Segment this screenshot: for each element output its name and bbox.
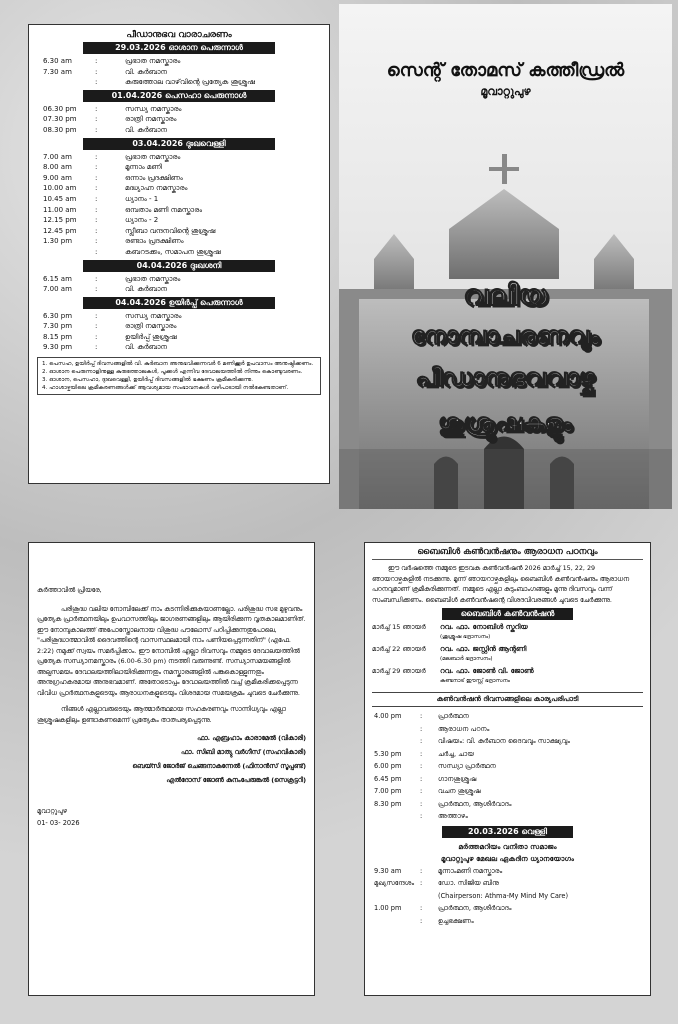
schedule-item-text: വചന ശുശ്രൂഷ [438,787,481,795]
separator: : [95,104,98,113]
convention-page [364,542,651,996]
schedule-item: ഉയിർപ്പ് ശുശ്രൂഷ [125,332,177,341]
schedule-item: കബറടക്കം, സമാപന ശുശ്രൂഷ [125,247,221,256]
schedule-item: ഒന്നാം പ്രദക്ഷിണം [125,173,183,182]
schedule-row [37,56,321,67]
convention-intro: ഈ വർഷത്തെ നമ്മുടെ ഇടവക കൺവൻഷൻ 2026 മാർച്ച് 15, 22, 29 ഞായറാഴ്ചകളിൽ നടക്കുന്നു. മൂന്ന് ഞായറാഴ്ചകളിലും ബൈബിൾ കൺവൻഷനും ആരാധന പഠനവുമാണ് ക്രമീകരിക്കുന്നത്. നമ്മുടെ എല്ലാ കുടുംബാംഗങ്ങളും മൂന്നു ദിവസവും വന്ന് സംബന്ധിക്കണം. ബൈബിൾ കൺവൻഷന്റെ വിശദവിവരങ്ങൾ ചുവടെ ചേർക്കുന്നു. [372,564,630,604]
signature: ഫാ. സിബി മാത്യു വർഗീസ് (സഹവികാരി) [181,748,306,756]
schedule-row [372,748,643,761]
schedule-time [37,77,95,88]
schedule-item: വി. കുർബാന [125,343,168,352]
schedule-row [372,915,643,928]
separator: : [420,737,423,745]
signature: ഫാ. എബ്രഹാം കാരാമേൽ (വികാരി) [197,734,306,742]
separator: : [95,285,98,294]
schedule-time: 7.00 am [43,152,72,161]
schedule-item: രാത്രി നമസ്കാരം [125,322,177,331]
schedule-time: 7.30 pm [43,322,73,331]
speaker-row [372,623,643,642]
schedule-row [37,274,321,285]
schedule-item: സന്ധ്യ നമസ്കാരം [125,311,182,320]
schedule-notes [37,357,321,395]
convention-title: ബൈബിൾ കൺവൻഷനും ആരാധന പഠനവും [372,547,643,560]
church-name: സെന്റ് തോമസ് കത്തീഡ്രൽ [386,60,625,81]
separator: : [420,774,423,783]
separator: : [420,749,423,758]
schedule-item: മദ്ധ്യാഹ്ന നമസ്കാരം [125,184,188,193]
speaker-date: മാർച്ച് 29 ഞായർ [372,667,426,675]
schedule-row [372,902,643,915]
schedule-item [438,865,643,878]
schedule-item-text: വിഷയം: വി. കുർബാന ദൈവവും സാക്ഷ്യവും [438,737,571,745]
church-place: മൂവാറ്റുപുഴ [480,85,531,98]
schedule-item: ധ്യാനം - 1 [125,194,159,203]
speaker-name: റവ. ഫാ. നോബിൾ സ്കറിയ [440,623,528,631]
separator: : [420,879,423,887]
separator: : [420,812,423,820]
schedule-item: സന്ധ്യ നമസ്കാരം [125,104,182,113]
schedule-row [372,760,643,773]
schedule-row [37,183,321,194]
separator: : [95,78,98,87]
schedule-item-text: ഡോ. സിജിയ ബിനു [438,879,499,887]
schedule-row [37,332,321,343]
separator: : [95,125,98,134]
schedule-time: 12.15 pm [43,216,77,225]
schedule-item [438,773,643,786]
schedule-row [372,773,643,786]
schedule-item: ഒമ്പതാം മണി നമസ്കാരം [125,205,203,214]
speaker-list [372,623,643,686]
day-band: 04.04.2026 ദുഃഖശനി [83,260,275,272]
speaker [440,623,528,642]
schedule-item-text: പ്രാർത്ഥന, ആശീർവാദം [438,799,512,808]
schedule-item [438,915,643,928]
schedule-row [372,785,643,798]
schedule-row [37,114,321,125]
separator: : [95,343,98,352]
letter-salutation: കർത്താവിൽ പ്രിയരേ, [37,586,102,594]
day-band: 29.03.2026 ഓശാന പെരുന്നാൾ [83,42,275,54]
schedule-time: 10.00 am [43,184,77,193]
schedule-time: 4.00 pm [374,712,402,720]
separator: : [95,115,98,124]
separator: : [95,216,98,225]
schedule-item [438,710,643,723]
schedule-time: 5.30 pm [374,749,402,758]
schedule-time: 10.45 am [43,194,77,203]
schedule-row [37,215,321,226]
programme-list [372,710,643,823]
separator: : [95,226,98,235]
cover-line-3: പീഡാനുഭവവാഴ്ച [416,364,595,392]
day-band: 01.04.2026 പെസഹാ പെരുന്നാൾ [83,90,275,102]
separator: : [95,57,98,65]
schedule-time: 6.30 pm [43,311,73,320]
schedule-time: 06.30 pm [43,104,77,113]
retreat-schedule [372,865,643,928]
speaker-date: മാർച്ച് 22 ഞായർ [372,645,426,653]
speaker-name: റവ. ഫാ. ജോൺ വി. ജോൺ [440,667,534,675]
schedule-item: രണ്ടാം പ്രദക്ഷിണം [125,237,184,246]
schedule-time: 7.30 am [43,67,72,76]
schedule-row [372,877,643,902]
schedule-time: 7.00 pm [374,787,402,795]
schedule-item-text: ഗാനശുശ്രൂഷ [438,774,477,783]
schedule-row [37,226,321,237]
schedule-time [372,735,420,748]
schedule-row [37,173,321,184]
schedule-item: പ്രഭാത നമസ്കാരം [125,274,181,283]
retreat-title: മൂവാറ്റുപുഴ മേഖല ഏകദിന ധ്യാനയോഗം [440,853,575,863]
separator: : [420,787,423,795]
cover-page [339,4,672,509]
speaker-name: റവ. ഫാ. ജസ്റ്റിൻ ആന്റണി [440,645,527,653]
speaker-diocese: (ശുശ്രൂഷ ഭദ്രാസനം) [440,634,491,640]
schedule-row [372,735,643,748]
schedule-row [37,342,321,353]
schedule-item: രാത്രി നമസ്കാരം [125,115,177,124]
note: 1. പെസഹ, ഉയിർപ്പ് ദിവസങ്ങളിൽ വി. കുർബാന അനുഭവിക്കുന്നവർ 6 മണിക്കൂർ ഉപവാസം അനുഷ്ഠിക്കണം. [42,361,314,368]
separator: : [95,67,98,76]
separator: : [95,205,98,214]
schedule-time [372,723,420,736]
schedule-item: സ്ലീബാ വന്ദനവിന്റെ ശുശ്രൂഷ [125,226,216,235]
signatures [37,731,306,787]
separator: : [95,237,98,246]
schedule-time: 9.00 am [43,173,72,182]
schedule-item [438,810,643,823]
day-band: 03.04.2026 ദുഃഖവെള്ളി [83,138,275,150]
schedule-item-sub: (Chairperson: Athma-My Mind My Care) [438,891,569,900]
programme-title: കൺവൻഷൻ ദിവസങ്ങളിലെ കാര്യപരിപാടി [372,692,643,707]
separator: : [95,247,98,256]
schedule-item [438,723,643,736]
speaker-diocese: (മലബാർ ഭദ്രാസനം) [440,656,493,662]
note: 2. ഓശാന പെരുന്നാളിനുള്ള കുരുത്തോലകൾ, പൂക്കൾ എന്നിവ ദേവാലയത്തിൽ നിന്നും കൊണ്ടുവരണം. [42,369,303,376]
schedule-row [37,247,321,258]
schedule-item: വി. കുർബാന [125,285,168,294]
separator: : [420,866,423,875]
separator: : [95,274,98,283]
schedule-item: കുരുത്തോല വാഴ്‌വിന്റെ പ്രത്യേക ശുശ്രൂഷ [125,78,255,87]
speaker-row [372,645,643,664]
separator: : [420,712,423,720]
schedule-time: 12.45 pm [43,226,77,235]
day-band: 04.04.2026 ഉയിർപ്പ് പെരുന്നാൾ [83,297,275,309]
note: 3. ഓശാന, പെസഹാ, ദുഃഖവെള്ളി, ഉയിർപ്പ് ദിവസങ്ങളിൽ ഭക്ഷണം ക്രമീകരിക്കുന്നു. [42,377,254,384]
schedule-time [372,810,420,823]
schedule-time: 9.30 am [374,866,402,875]
separator: : [95,311,98,320]
schedule-item [438,760,643,773]
separator: : [95,194,98,203]
schedule-time: 7.00 am [43,285,72,294]
speaker [440,645,526,664]
speaker-date: മാർച്ച് 15 ഞായർ [372,623,426,631]
schedule-time: 6.00 pm [374,762,402,770]
schedule-item: പ്രഭാത നമസ്കാരം [125,152,181,161]
signature: ബെയ്സി ജോർജ് ചെങ്ങനാകുന്നേൽ (ഫിനാൻസ് സൂപ്പണ്ട്) [132,762,306,770]
schedule-item-text: അത്താഴം [438,812,468,820]
schedule-row [372,710,643,723]
schedule-time: മുഖ്യസന്ദേശം [374,879,415,887]
schedule-time: 8.30 pm [374,799,402,808]
schedule-row [372,723,643,736]
schedule-row [37,162,321,173]
schedule-row [372,865,643,878]
schedule-item-text: പ്രാർത്ഥന [438,712,469,720]
date-band: 20.03.2026 വെള്ളി [442,826,573,838]
schedule-sections [37,42,321,353]
schedule-row [37,236,321,247]
schedule-item: മൂന്നാം മണി [125,163,162,172]
organisation-name: മർത്തമറിയം വനിതാ സമാജം [458,841,557,851]
schedule-row [37,321,321,332]
letter-paragraph-2: നിങ്ങൾ എല്ലാവരുടെയും ആത്മാർത്ഥമായ സഹകരണവും സാന്നിധ്യവും എല്ലാ ശുശ്രൂഷകളിലും ഉണ്ടാകണമെന്ന് പ്രത്യേകം താത്പര്യപ്പെടുന്നു. [37,705,286,724]
schedule-row [37,67,321,78]
schedule-item-text: മൂന്നാംമണി നമസ്കാരം [438,866,503,875]
schedule-time: 08.30 pm [43,125,77,134]
speaker-diocese: കണ്ടനാട് ഈസ്റ്റ് ഭദ്രാസനം [440,678,510,684]
signature: എൽദോസ് ജോൺ കുനംപേരുങ്കൽ (സെക്രട്ടറി) [166,776,306,784]
letter-date: 01- 03- 2026 [37,819,80,827]
schedule-time [37,247,95,258]
schedule-time: 6.30 am [43,57,72,65]
schedule-row [372,810,643,823]
schedule-item-text: ആരാധന പഠനം [438,724,490,733]
separator: : [420,916,423,925]
schedule-row [37,77,321,88]
separator: : [95,173,98,182]
schedule-item-text: ചർച്ച, ചായ [438,749,474,758]
schedule-row [37,152,321,163]
schedule-time: 9.30 pm [43,343,73,352]
schedule-item [438,785,643,798]
separator: : [95,184,98,193]
schedule-item-text: ഉച്ചഭക്ഷണം [438,916,474,925]
separator: : [420,904,423,912]
schedule-time: 6.15 am [43,274,72,283]
schedule-item [438,902,643,915]
holy-week-schedule-page [28,24,330,484]
schedule-item: ധ്യാനം - 2 [125,216,159,225]
schedule-item-text: സന്ധ്യാ പ്രാർത്ഥന [438,762,496,770]
schedule-time: 8.15 pm [43,332,73,341]
schedule-item-text: പ്രാർത്ഥന, ആശീർവാദം [438,904,512,912]
cover-line-2: നോമ്പാചരണവും [411,322,600,350]
convention-band: ബൈബിൾ കൺവൻഷൻ [442,608,573,620]
schedule-item: വി. കുർബാന [125,67,168,76]
speaker-row [372,667,643,686]
schedule-item: പ്രഭാത നമസ്കാരം [125,57,181,65]
schedule-time: 11.00 am [43,205,77,214]
note: 4. ഹാശാഴ്ചയിലെ ക്രമീകരണങ്ങൾക്ക് ആവശ്യമായ സംഭാവനകൾ വഴിപാടായി നൽകേണ്ടതാണ്. [42,385,289,392]
schedule-row [37,104,321,115]
schedule-time: 6.45 pm [374,774,402,783]
schedule-time: 07.30 pm [43,115,77,124]
speaker [440,667,534,686]
schedule-row [37,194,321,205]
schedule-row [37,311,321,322]
separator: : [420,799,423,808]
cover-line-4: ശുശ്രൂഷകളും [438,409,573,437]
schedule-row [37,205,321,216]
schedule-item: വി. കുർബാന [125,125,168,134]
schedule-time: 1.00 pm [374,904,402,912]
schedule-item [438,735,643,748]
separator: : [420,724,423,733]
schedule-row [372,798,643,811]
schedule-time: 1.30 pm [43,237,73,246]
schedule-title: പീഡാനുഭവ വാരാചരണം [126,30,232,40]
letter-place: മൂവാറ്റുപുഴ [37,807,67,815]
separator: : [95,152,98,161]
schedule-item [438,748,643,761]
separator: : [95,163,98,172]
separator: : [420,762,423,770]
schedule-item [438,877,643,902]
letter-paragraph-1: പരിശുദ്ധ വലിയ നോമ്പിലേക്ക് നാം കടന്നിരിക്കുകയാണല്ലോ. പരിശുദ്ധ സഭ മുഴുവനും പ്രത്യേക പ്രാർത്ഥനയിലും ഉപവാസത്തിലും ജാഗരണങ്ങളിലും ആയിരിക്കുന്ന വൃതകാലമാണിത്. ഈ നോമ്പുകാലത്ത് അപോസ്തോലനായ വിശുദ്ധ പൗലോസ് പഠിപ്പിക്കുന്നതുപോലെ, "പരിശുദ്ധാത്മാവിൽ ദൈവത്തിന്റെ വാസസ്ഥലമായി നാം പണിയപ്പെടുന്നതിന്" (എഫേ. 2:22) നമുക്ക് സ്വയം സമർപ്പിക്കാം. ഈ നോമ്പിൽ എല്ലാ ദിവസവും നമ്മുടെ ദേവാലയത്തിൽ പ്രത്യേക സന്ധ്യാനമസ്കാരം (6.00-6.30 pm) നടത്തി വരുന്നുണ്ട്. സന്ധ്യാസമയങ്ങളിൽ അല്പസമയം ദേവാലയത്തിലായിരിക്കുന്നതും നമസ്കാരങ്ങളിൽ പങ്കുകൊള്ളുന്നതും അനുഗ്രഹകരമായ അനുഭവമാണ്. അതോടൊപ്പം ദേവാലയത്തിൽ വച്ച് ക്രമീകരിക്കപ്പെടുന്ന വിവിധ പ്രാർത്ഥനകളുടെയും ആരാധനകളുടെയും വിശദമായ സമയക്രമം ചുവടെ ചേർക്കുന്നു. [37,604,306,697]
schedule-row [37,284,321,295]
schedule-item [438,798,643,811]
schedule-time: 8.00 am [43,163,72,172]
letter-body [37,585,306,725]
schedule-time [372,915,420,928]
schedule-row [37,125,321,136]
separator: : [95,332,98,341]
vicar-letter-page [28,542,315,996]
cover-line-1: വലിയ [463,279,548,312]
separator: : [95,322,98,331]
